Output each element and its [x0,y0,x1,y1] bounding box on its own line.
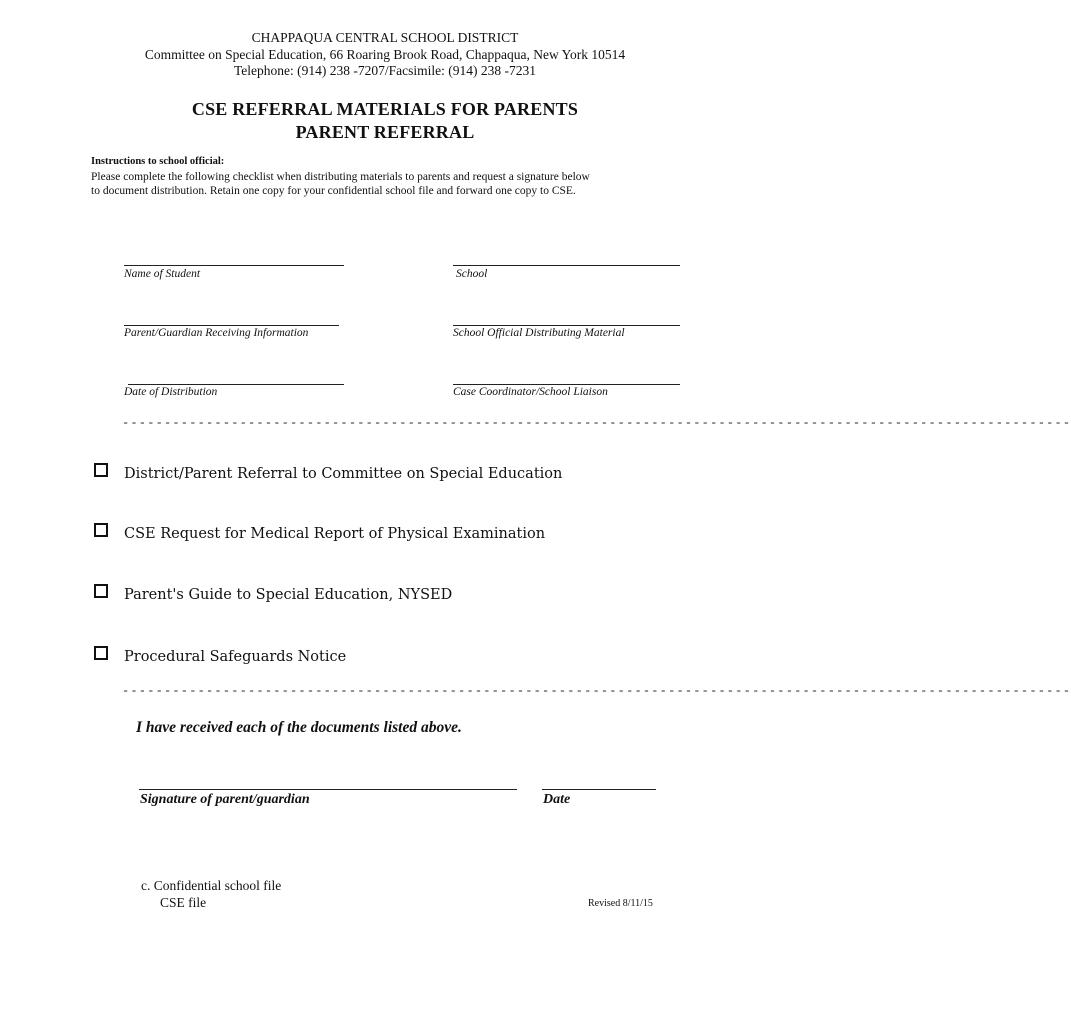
district-address: Committee on Special Education, 66 Roaring Brook Road, Chappaqua, New York 10514 [144,47,626,62]
school-official-line[interactable] [453,325,680,326]
school-label: School [456,268,488,280]
checkbox-medical-report[interactable] [94,523,108,537]
received-statement: I have received each of the documents listed above. [136,719,462,736]
checkbox-parents-guide[interactable] [94,584,108,598]
district-phone: Telephone: (914) 238 -7207/Facsimile: (914) 238 -7231 [234,63,536,78]
distribution-date-line[interactable] [128,384,344,385]
page-subtitle: PARENT REFERRAL [295,122,475,142]
signature-date-line[interactable] [542,789,656,790]
school-line[interactable] [453,265,680,266]
district-name: CHAPPAQUA CENTRAL SCHOOL DISTRICT [251,30,519,45]
instructions-line-1: Please complete the following checklist when distributing materials to parents and request a signature below [91,171,590,183]
checklist-item-parents-guide: Parent's Guide to Special Education, NYSED [124,587,453,603]
page-title: CSE REFERRAL MATERIALS FOR PARENTS [191,99,579,119]
copy-confidential-file: c. Confidential school file [141,878,282,893]
distribution-date-label: Date of Distribution [124,386,218,398]
student-name-label: Name of Student [124,268,201,280]
signature-line[interactable] [139,789,517,790]
checkbox-referral[interactable] [94,463,108,477]
instructions-heading: Instructions to school official: [91,156,225,167]
dashed-separator: ----------------------------------------------------------------------------------------------------------------- [122,416,1071,430]
signature-date-label: Date [543,792,571,807]
school-official-label: School Official Distributing Material [453,327,625,339]
parent-guardian-label: Parent/Guardian Receiving Information [124,327,309,339]
checklist-item-safeguards: Procedural Safeguards Notice [124,649,347,665]
student-name-line[interactable] [124,265,344,266]
copy-cse-file: CSE file [160,895,207,910]
signature-label: Signature of parent/guardian [140,792,310,807]
case-coordinator-line[interactable] [453,384,680,385]
checklist-item-referral: District/Parent Referral to Committee on Special Education [124,466,563,482]
parent-guardian-line[interactable] [124,325,339,326]
instructions-line-2: to document distribution. Retain one copy for your confidential school file and forward one copy to CSE. [91,185,576,197]
checklist-item-medical-report: CSE Request for Medical Report of Physical Examination [124,526,546,542]
case-coordinator-label: Case Coordinator/School Liaison [453,386,608,398]
checkbox-safeguards[interactable] [94,646,108,660]
dashed-separator: ----------------------------------------------------------------------------------------------------------------- [122,684,1071,698]
revision-date: Revised 8/11/15 [588,898,653,909]
